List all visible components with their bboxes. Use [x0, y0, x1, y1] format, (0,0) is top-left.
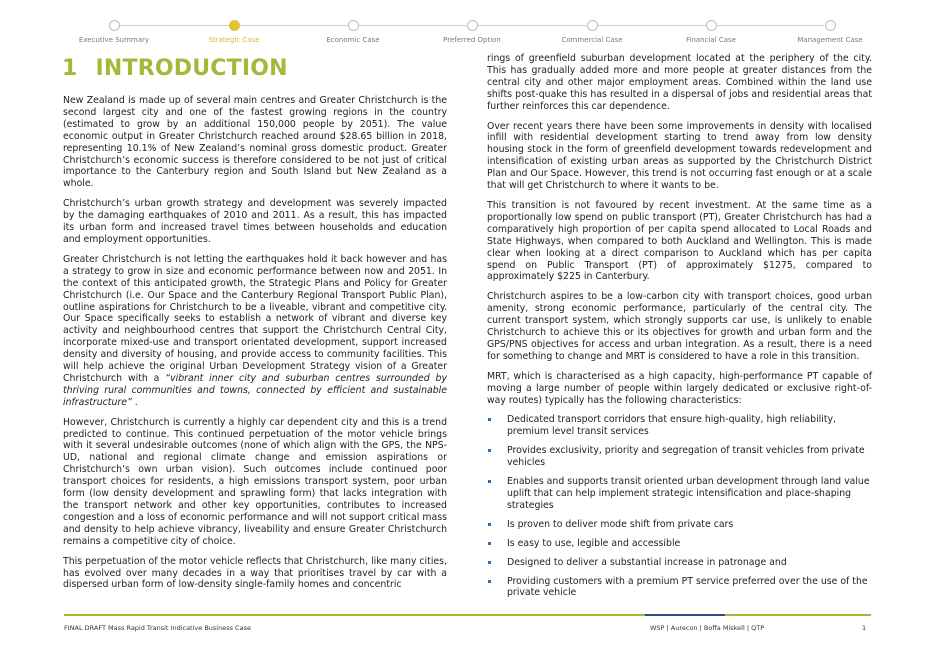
list-item-text: Enables and supports transit oriented urban development through land value uplift that can help implement strategic intensification and place-shaping strategies	[507, 476, 870, 511]
bullet-icon	[488, 480, 491, 483]
paragraph: rings of greenfield suburban development located at the periphery of the city. This has gradually added more and more people at greater distances from the central city and other major employment areas. Combined within the land use shifts post-quake this has resulted in a dispersal of jobs and residential areas that further reinforces this car dependence.	[487, 53, 872, 112]
nav-step-commercial-case[interactable]	[532, 18, 652, 44]
paragraph: Christchurch aspires to be a low-carbon city with transport choices, good urban amenity, strong economic performance, particularly of the central city. The current transport system, which strongly supports car use, is unlikely to enable Christchurch to achieve this or its objectives for growth and urban form and the GPS/PNS objectives for access and urban integration. As a result, there is a need for something to change and MRT is considered to have a role in this transition.	[487, 291, 872, 362]
right-column	[487, 53, 872, 606]
nav-step-executive-summary[interactable]	[54, 18, 174, 44]
step-label: Financial Case	[685, 36, 736, 44]
footer-rule-accent	[645, 614, 725, 616]
bullet-icon	[488, 542, 491, 545]
list-item-text: Designed to deliver a substantial increase in patronage and	[507, 556, 787, 568]
bullet-icon	[488, 523, 491, 526]
step-label: Economic Case	[326, 36, 380, 44]
list-item	[487, 557, 872, 569]
nav-step-strategic-case[interactable]	[174, 18, 294, 44]
nav-step-financial-case[interactable]	[651, 18, 771, 44]
step-dot	[706, 20, 717, 31]
nav-step-management-case[interactable]	[770, 18, 890, 44]
list-item	[487, 576, 872, 600]
section-progress-nav	[64, 18, 874, 48]
paragraph: New Zealand is made up of several main centres and Greater Christchurch is the second largest city and one of the fastest growing regions in the country (estimated to grow by an additional 150,000 people by 2051). The value economic output in Greater Christchurch reached around $28.65 billion in 2018, representing 10.1% of New Zealand’s nominal gross domestic product. Greater Christchurch’s economic success is therefore considered to be not just of critical importance to the Canterbury region and South Island but New Zealand as a whole.	[63, 95, 447, 190]
list-item	[487, 445, 872, 469]
bullet-icon	[488, 561, 491, 564]
step-dot	[467, 20, 478, 31]
paragraph	[63, 254, 447, 409]
step-dot	[825, 20, 836, 31]
authors-footer: WSP | Aurecon | Boffa Miskell | QTP	[650, 624, 765, 632]
paragraph-text: Greater Christchurch is not letting the earthquakes hold it back however and has a strategy to grow in size and economic performance between now and 2051. In the context of this anticipated growth, the Strategic Plans and Policy for Greater Christchurch (i.e. Our Space and the Canterbury Regional Transport Public Plan), outline aspirations for Christchurch to be a liveable, vibrant and competitive city. Our Space specifically seeks to establish a network of vibrant and diverse key activity and neighbourhood centres that support the Christchurch Central City, incorporate mixed-use and transport orientated development, support increased density and diversity of housing, and provide access to community facilities. This will help achieve the original Urban Development Strategy vision of a Greater Christchurch with a	[63, 253, 447, 384]
list-item-text: Is easy to use, legible and accessible	[507, 537, 681, 549]
step-dot	[109, 20, 120, 31]
paragraph: Over recent years there have been some improvements in density with localised infill with residential development starting to trend away from low density housing stock in the form of greenfield development towards redevelopment and intensification of existing urban areas as supported by the Christchurch District Plan and Our Space. However, this trend is not occurring fast enough or at a scale that will get Christchurch to where it wants to be.	[487, 120, 872, 192]
step-label: Executive Summary	[78, 36, 150, 44]
list-item	[487, 476, 872, 512]
vision-quote: “vibrant inner city and suburban centres surrounded by thriving rural communities and towns, connected by efficient and sustainable infrastructure”	[63, 372, 447, 408]
paragraph: This transition is not favoured by recent investment. At the same time as a proportionally low spend on public transport (PT), Greater Christchurch has had a comparatively high proportion of per capita spend allocated to Local Roads and State Highways, when compared to both Auckland and Wellington. This is made clear when looking at a direct comparison to Auckland which has per capita spend on Public Transport (PT) of approximately $1275, compared to approximately $225 in Canterbury.	[487, 199, 872, 283]
list-item	[487, 538, 872, 550]
document-title-footer: FINAL DRAFT Mass Rapid Transit Indicative Business Case	[64, 624, 251, 632]
step-label: Management Case	[797, 36, 863, 44]
list-item	[487, 519, 872, 531]
paragraph: Christchurch’s urban growth strategy and development was severely impacted by the damaging earthquakes of 2010 and 2011. As a result, this has impacted its urban form and increased travel times between households and education and employment opportunities.	[63, 198, 447, 245]
step-label: Preferred Option	[443, 36, 501, 44]
footer-rule	[64, 614, 871, 616]
step-dot-active	[229, 20, 240, 31]
list-item-text: Provides exclusivity, priority and segregation of transit vehicles from private vehicles	[507, 445, 865, 469]
step-label: Commercial Case	[561, 36, 623, 44]
left-column	[63, 95, 447, 599]
paragraph: However, Christchurch is currently a highly car dependent city and this is a trend predicted to continue. This continued perpetuation of the motor vehicle brings with it several undesirable outcomes (none of which align with the GPS, the NPS-UD, national and regional climate change and emission aspirations or Christchurch’s own urban vision). Such outcomes include continued poor transport choices for residents, a high emissions transport system, poor urban form (low density development and sprawling form) that lacks integration with the transport network and other key opportunities, contributes to increased congestion and a loss of economic performance and will not support critical mass and density to help achieve vibrancy, liveability and ensure Greater Christchurch remains a competitive city of choice.	[63, 416, 447, 547]
section-number: 1	[62, 56, 78, 81]
bullet-icon	[488, 580, 491, 583]
bullet-icon	[488, 418, 491, 421]
step-dot	[348, 20, 359, 31]
paragraph-text: .	[131, 396, 138, 408]
section-heading	[62, 56, 288, 81]
bullet-icon	[488, 449, 491, 452]
paragraph: This perpetuation of the motor vehicle reflects that Christchurch, like many cities, has evolved over many decades in a way that prioritises travel by car with a dispersed urban form of low-density single-family homes and concentric	[63, 555, 447, 591]
list-item-text: Is proven to deliver mode shift from private cars	[507, 518, 734, 530]
nav-step-economic-case[interactable]	[293, 18, 413, 44]
list-item-text: Providing customers with a premium PT service preferred over the use of the private vehicle	[507, 575, 868, 599]
step-label: Strategic Case	[208, 36, 260, 44]
step-dot	[587, 20, 598, 31]
mrt-characteristics-list	[487, 414, 872, 599]
list-item-text: Dedicated transport corridors that ensure high-quality, high reliability, premium level transit services	[507, 414, 837, 438]
nav-step-preferred-option[interactable]	[412, 18, 532, 44]
paragraph: MRT, which is characterised as a high capacity, high-performance PT capable of moving a large number of people within largely dedicated or exclusive right-of-way routes) typically has the following characteristics:	[487, 370, 872, 406]
list-item	[487, 414, 872, 438]
section-title: INTRODUCTION	[95, 56, 288, 81]
page-number: 1	[862, 624, 867, 632]
